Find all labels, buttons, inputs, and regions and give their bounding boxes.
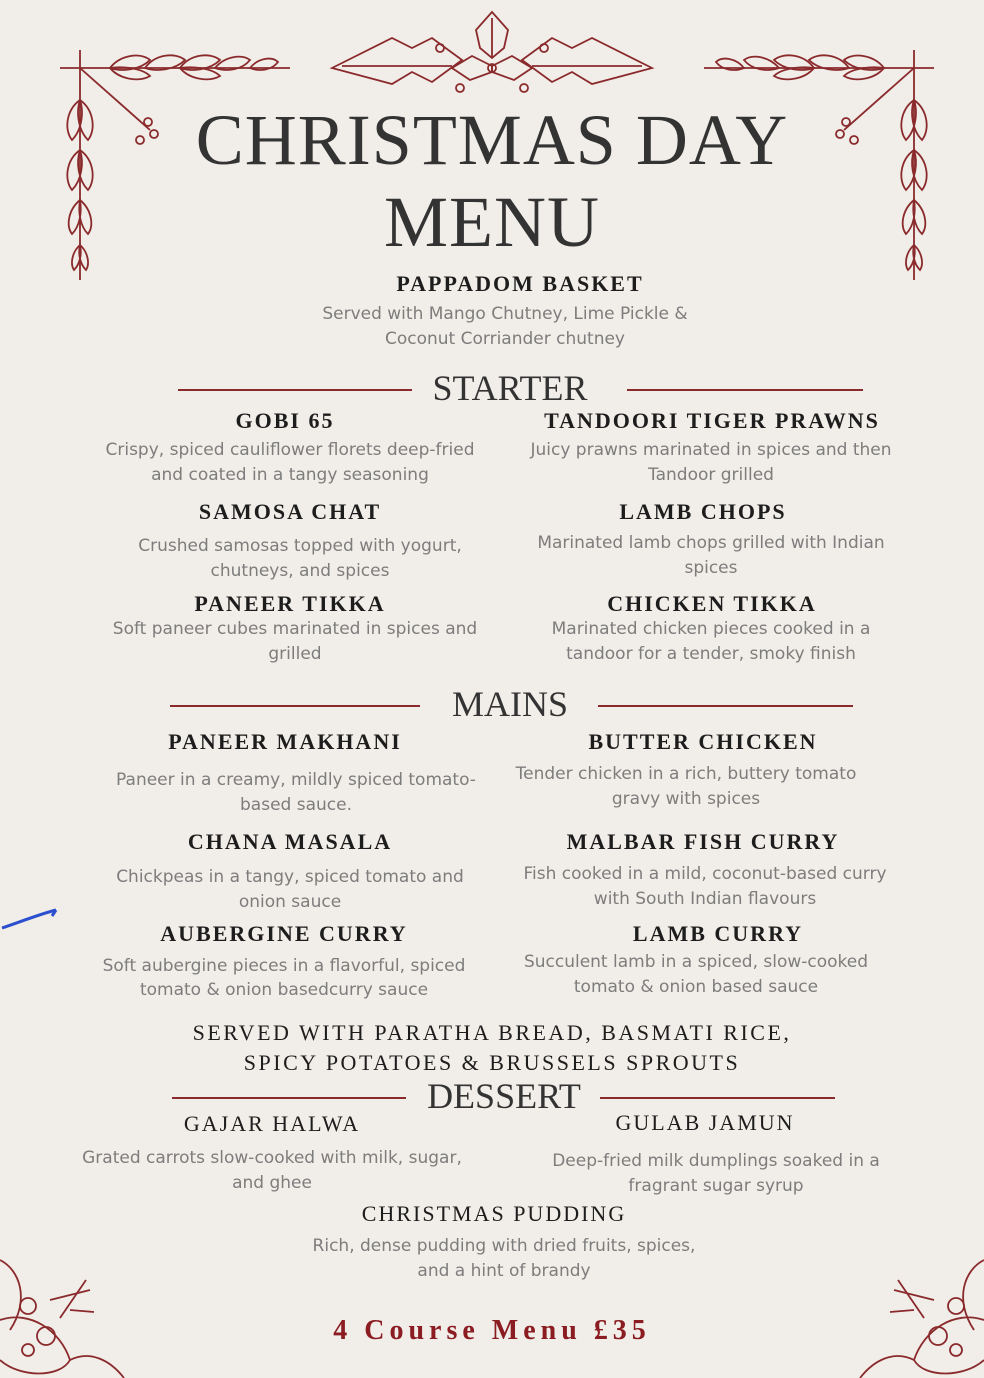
mains-item-name: BUTTER CHICKEN — [588, 729, 818, 754]
pappadom-desc-line2: Coconut Corriander chutney — [384, 329, 625, 349]
mains-item-name: LAMB CURRY — [632, 921, 804, 946]
dessert-item-desc-line2: and ghee — [232, 1173, 312, 1193]
starter-rule-right — [627, 389, 863, 391]
dessert-rule-left — [172, 1097, 406, 1099]
served-with-line1: SERVED WITH PARATHA BREAD, BASMATI RICE, — [192, 1020, 792, 1045]
starter-item-desc-line2: grilled — [268, 644, 322, 664]
dessert-item-name: GAJAR HALWA — [183, 1111, 361, 1136]
mains-rule-right — [598, 705, 853, 707]
mains-item-desc-line2: onion sauce — [238, 892, 342, 912]
dessert-heading: DESSERT — [427, 1076, 581, 1116]
starter-item-name: GOBI 65 — [235, 408, 335, 433]
dessert-item-desc-line1: Deep-fried milk dumplings soaked in a — [552, 1151, 880, 1171]
mains-item-name: AUBERGINE CURRY — [160, 921, 408, 946]
starter-item-name: TANDOORI TIGER PRAWNS — [544, 408, 880, 433]
starter-item-desc-line2: tandoor for a tender, smoky finish — [566, 644, 856, 664]
dessert-item-name: CHRISTMAS PUDDING — [361, 1201, 627, 1226]
mains-item-name: CHANA MASALA — [187, 829, 393, 854]
mains-item-desc-line2: based sauce. — [240, 795, 352, 815]
starter-rule-left — [178, 389, 412, 391]
price-label: 4 Course Menu £35 — [333, 1315, 651, 1346]
bottom-right-berry-ornament — [854, 1250, 984, 1378]
mains-item-desc-line2: gravy with spices — [611, 789, 761, 809]
starter-item-desc-line1: Marinated lamb chops grilled with Indian — [537, 533, 885, 553]
mains-item-desc-line2: with South Indian flavours — [593, 889, 817, 909]
starter-item-name: LAMB CHOPS — [619, 499, 787, 524]
mains-item-desc-line2: tomato & onion basedcurry sauce — [139, 980, 429, 1000]
starter-item-desc-line1: Juicy prawns marinated in spices and then — [530, 440, 892, 460]
mains-item-desc-line1: Succulent lamb in a spiced, slow-cooked — [523, 952, 869, 972]
dessert-item-name: GULAB JAMUN — [615, 1110, 795, 1135]
dessert-item-desc-line2: and a hint of brandy — [417, 1261, 591, 1281]
pappadom-desc-line1: Served with Mango Chutney, Lime Pickle & — [322, 304, 688, 324]
menu-title-line2: MENU — [384, 182, 600, 262]
starter-item-desc-line2: Tandoor grilled — [648, 465, 774, 485]
menu-title-line1: CHRISTMAS DAY — [195, 100, 789, 180]
served-with-line2: SPICY POTATOES & BRUSSELS SPROUTS — [243, 1050, 741, 1075]
mains-item-desc-line2: tomato & onion based sauce — [573, 977, 819, 997]
starter-item-desc-line2: spices — [684, 558, 738, 578]
mains-item-desc-line1: Tender chicken in a rich, buttery tomato — [515, 764, 857, 784]
starter-item-desc-line1: Soft paneer cubes marinated in spices and — [112, 619, 478, 639]
mains-item-desc-line1: Chickpeas in a tangy, spiced tomato and — [116, 867, 464, 887]
mains-item-desc-line1: Fish cooked in a mild, coconut-based curry — [523, 864, 887, 884]
starter-item-desc-line2: chutneys, and spices — [210, 561, 390, 581]
starter-item-desc-line1: Crushed samosas topped with yogurt, — [138, 536, 462, 556]
starter-item-desc-line1: Marinated chicken pieces cooked in a — [551, 619, 871, 639]
mains-item-name: MALBAR FISH CURRY — [566, 829, 840, 854]
starter-item-name: CHICKEN TIKKA — [607, 591, 817, 616]
dessert-item-desc-line1: Grated carrots slow-cooked with milk, sugar, — [82, 1148, 462, 1168]
bottom-left-berry-ornament — [0, 1250, 130, 1378]
top-center-holly-ornament — [332, 8, 652, 100]
mains-item-desc-line1: Paneer in a creamy, mildly spiced tomato- — [116, 770, 476, 790]
dessert-rule-right — [600, 1097, 835, 1099]
dessert-item-desc-line2: fragrant sugar syrup — [628, 1176, 804, 1196]
dessert-item-desc-line1: Rich, dense pudding with dried fruits, spices, — [312, 1236, 696, 1256]
mains-heading: MAINS — [451, 684, 568, 724]
mains-rule-left — [170, 705, 420, 707]
mains-item-desc-line1: Soft aubergine pieces in a flavorful, spiced — [102, 956, 466, 976]
pappadom-name: PAPPADOM BASKET — [396, 271, 644, 296]
blue-pen-mark — [0, 900, 64, 934]
starter-heading: STARTER — [432, 368, 588, 408]
starter-item-name: SAMOSA CHAT — [198, 499, 382, 524]
starter-item-desc-line2: and coated in a tangy seasoning — [151, 465, 429, 485]
mains-item-name: PANEER MAKHANI — [168, 729, 402, 754]
starter-item-name: PANEER TIKKA — [194, 591, 386, 616]
starter-item-desc-line1: Crispy, spiced cauliflower florets deep-fried — [105, 440, 475, 460]
